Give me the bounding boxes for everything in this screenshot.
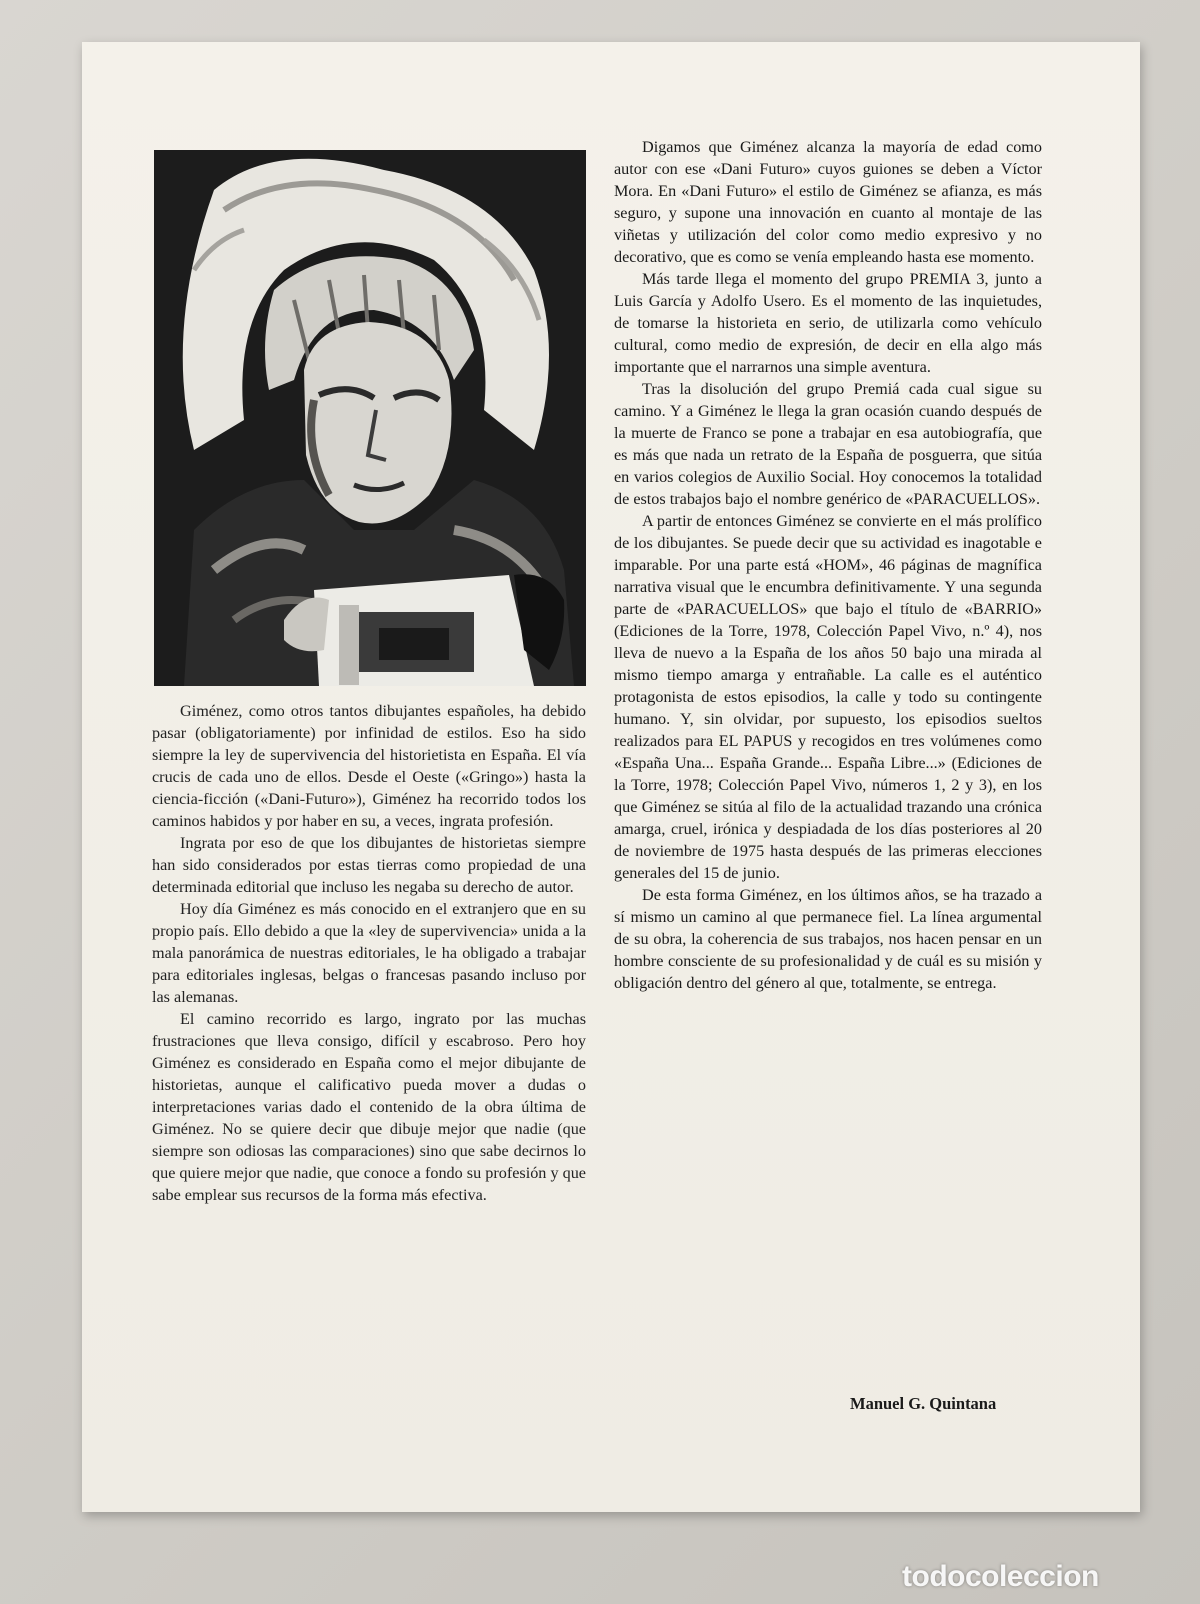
right-paragraph-1: Digamos que Giménez alcanza la mayoría de edad como autor con ese «Dani Futuro» cuyos guiones se deben a Víctor Mora. En «Dani Futuro» el estilo de Giménez se afianza, es más seguro, y supone una innovación en cuanto al montaje de las viñetas y utilización del color como medio expresivo y no decorativo, que es como se venía empleando hasta ese momento. xyxy=(614,138,1042,266)
left-paragraph-1: Giménez, como otros tantos dibujantes españoles, ha debido pasar (obligatoriamente) por infinidad de estilos. Eso ha sido siempre la ley de supervivencia del historietista en España. El vía crucis de cada uno de ellos. Desde el Oeste («Gringo») hasta la ciencia-ficción («Dani-Futuro»), Giménez ha recorrido todos los caminos habidos y por haber en su, a veces, ingrata profesión. xyxy=(152,702,586,830)
left-paragraph-2: Ingrata por eso de que los dibujantes de historietas siempre han sido considerados por estas tierras como propiedad de una determinada editorial que incluso les negaba su derecho de autor. xyxy=(152,834,586,896)
left-column xyxy=(152,700,586,1206)
right-paragraph-4: A partir de entonces Giménez se convierte en el más prolífico de los dibujantes. Se puede decir que su actividad es inagotable e imparable. Por una parte está «HOM», 46 páginas de magnífica narrativa visual que le encumbra definitivamente. Y una segunda parte de «PARACUELLOS» que bajo el título de «BARRIO» (Ediciones de la Torre, 1978, Colección Papel Vivo, n.º 4), nos lleva de nuevo a la España de los años 50 bajo una mirada al mismo tiempo amarga y entrañable. La calle es el auténtico protagonista de estos episodios, la calle y todo su contingente humano. Y, sin olvidar, por supuesto, los episodios sueltos realizados para EL PAPUS y recogidos en tres volúmenes como «España Una... España Grande... España Libre...» (Ediciones de la Torre, 1978; Colección Papel Vivo, números 1, 2 y 3), en los que Giménez se sitúa al filo de la actualidad trazando una crónica amarga, cruel, irónica y despiadada de los días posteriores al 20 de noviembre de 1975 hasta después de las primeras elecciones generales del 15 de junio. xyxy=(614,512,1042,882)
right-column xyxy=(614,136,1042,994)
portrait-photo xyxy=(154,150,586,686)
left-paragraph-4: El camino recorrido es largo, ingrato por las muchas frustraciones que lleva consigo, difícil y escabroso. Pero hoy Giménez es considerado en España como el mejor dibujante de historietas, aunque el calificativo pueda mover a dudas o interpretaciones varias dado el contenido de la obra última de Giménez. No se quiere decir que dibuje mejor que nadie (que siempre son odiosas las comparaciones) sino que sabe decirnos lo que quiere mejor que nadie, que conoce a fondo su profesión y que sabe emplear sus recursos de la forma más efectiva. xyxy=(152,1010,586,1204)
right-paragraph-3: Tras la disolución del grupo Premiá cada cual sigue su camino. Y a Giménez le llega la gran ocasión cuando después de la muerte de Franco se pone a trabajar en esa autobiografía, que es más que nada un retrato de la España de posguerra, que sitúa en varios colegios de Auxilio Social. Hoy conocemos la totalidad de estos trabajos bajo el nombre genérico de «PARACUELLOS». xyxy=(614,380,1042,508)
portrait-image xyxy=(154,150,586,686)
watermark-logo: todocoleccion xyxy=(902,1560,1099,1593)
author-signature: Manuel G. Quintana xyxy=(850,1394,997,1413)
right-paragraph-5: De esta forma Giménez, en los últimos años, se ha trazado a sí mismo un camino al que permanece fiel. La línea argumental de su obra, la coherencia de sus trabajos, nos hacen pensar en un hombre consciente de su profesionalidad y de cuál es su misión y obligación dentro del género al que, totalmente, se entrega. xyxy=(614,886,1042,992)
left-paragraph-3: Hoy día Giménez es más conocido en el extranjero que en su propio país. Ello debido a que la «ley de supervivencia» unida a la mala panorámica de nuestras editoriales, le ha obligado a trabajar para editoriales inglesas, belgas o francesas pasando incluso por las alemanas. xyxy=(152,900,586,1006)
right-paragraph-2: Más tarde llega el momento del grupo PREMIA 3, junto a Luis García y Adolfo Usero. Es el momento de las inquietudes, de tomarse la historieta en serio, de utilizarla como vehículo cultural, como medio de expresión, de decir en ella algo más importante que el narrarnos una simple aventura. xyxy=(614,270,1042,376)
magazine-page xyxy=(82,42,1140,1512)
